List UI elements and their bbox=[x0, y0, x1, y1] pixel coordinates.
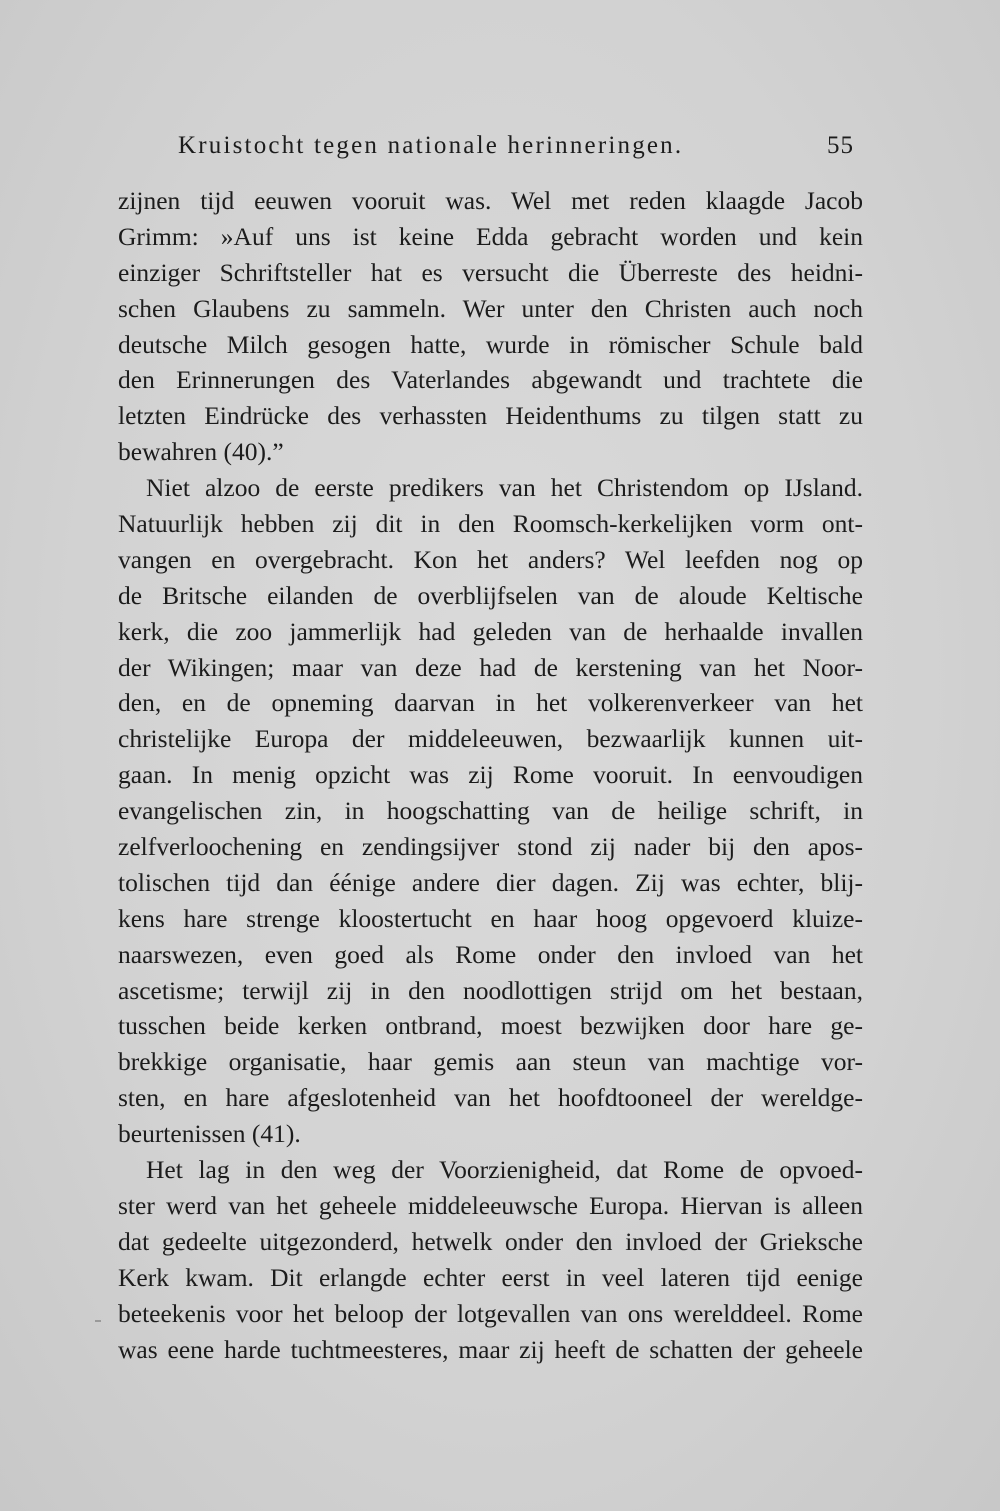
running-title: Kruistocht tegen nationale herinneringen. bbox=[178, 132, 684, 159]
text-line: beurtenissen (41). bbox=[118, 1119, 301, 1149]
page-header bbox=[178, 132, 858, 172]
text-line: dat gedeelte uitgezonderd, hetwelk onder den invloed der Grieksche bbox=[118, 1226, 863, 1256]
text-line: zijnen tijd eeuwen vooruit was. Wel met reden klaagde Jacob bbox=[118, 186, 863, 215]
text-line: schen Glaubens zu sammeln. Wer unter den Christen auch noch bbox=[118, 293, 863, 323]
text-line: letzten Eindrücke des verhassten Heidenthums zu tilgen statt zu bbox=[118, 401, 863, 431]
text-line: zelfverloochening en zendingsijver stond zij nader bij den apos- bbox=[118, 832, 863, 862]
text-line: brekkige organisatie, haar gemis aan steun van machtige vor- bbox=[118, 1047, 863, 1077]
text-line: Natuurlijk hebben zij dit in den Roomsch-kerkelijken vorm ont- bbox=[118, 509, 863, 539]
text-line: bewahren (40).” bbox=[118, 437, 284, 467]
text-line: den Erinnerungen des Vaterlandes abgewandt und trachtete die bbox=[118, 365, 863, 395]
text-line: kerk, die zoo jammerlijk had geleden van de herhaalde invallen bbox=[118, 616, 863, 646]
text-line: der Wikingen; maar van deze had de kerstening van het Noor- bbox=[118, 652, 863, 682]
text-line: evangelischen zin, in hoogschatting van de heilige schrift, in bbox=[118, 796, 863, 826]
body-text bbox=[118, 183, 863, 1367]
text-line: vangen en overgebracht. Kon het anders? Wel leefden nog op bbox=[118, 544, 863, 574]
text-line: beteekenis voor het beloop der lotgevallen van ons werelddeel. Rome bbox=[118, 1298, 863, 1328]
text-line: kens hare strenge kloostertucht en haar hoog opgevoerd kluize- bbox=[118, 903, 863, 933]
paragraph-start-line: Niet alzoo de eerste predikers van het Christendom op IJsland. bbox=[146, 473, 863, 503]
text-line: naarswezen, even goed als Rome onder den invloed van het bbox=[118, 939, 863, 969]
text-line: ster werd van het geheele middeleeuwsche Europa. Hiervan is alleen bbox=[118, 1190, 863, 1220]
text-line: sten, en hare afgeslotenheid van het hoofdtooneel der wereldge- bbox=[118, 1083, 863, 1113]
text-line: tusschen beide kerken ontbrand, moest bezwijken door hare ge- bbox=[118, 1011, 863, 1041]
text-line: de Britsche eilanden de overblijfselen van de aloude Keltische bbox=[118, 580, 863, 610]
text-line: was eene harde tuchtmeesteres, maar zij heeft de schatten der geheele bbox=[118, 1334, 863, 1364]
text-line: deutsche Milch gesogen hatte, wurde in römischer Schule bald bbox=[118, 329, 863, 359]
text-line: christelijke Europa der middeleeuwen, bezwaarlijk kunnen uit- bbox=[118, 724, 863, 754]
text-line: gaan. In menig opzicht was zij Rome vooruit. In eenvoudigen bbox=[118, 760, 863, 790]
margin-mark bbox=[95, 1320, 101, 1322]
page-number: 55 bbox=[827, 132, 854, 159]
text-line: Kerk kwam. Dit erlangde echter eerst in veel lateren tijd eenige bbox=[118, 1262, 863, 1292]
text-line: ascetisme; terwijl zij in den noodlottigen strijd om het bestaan, bbox=[118, 975, 863, 1005]
text-line: tolischen tijd dan éénige andere dier dagen. Zij was echter, blij- bbox=[118, 867, 863, 897]
text-line: einziger Schriftsteller hat es versucht die Überreste des heidni- bbox=[118, 257, 863, 287]
paragraph-start-line: Het lag in den weg der Voorzienigheid, dat Rome de opvoed- bbox=[146, 1155, 863, 1185]
text-line: Grimm: »Auf uns ist keine Edda gebracht worden und kein bbox=[118, 221, 863, 251]
text-line: den, en de opneming daarvan in het volkerenverkeer van het bbox=[118, 688, 863, 718]
